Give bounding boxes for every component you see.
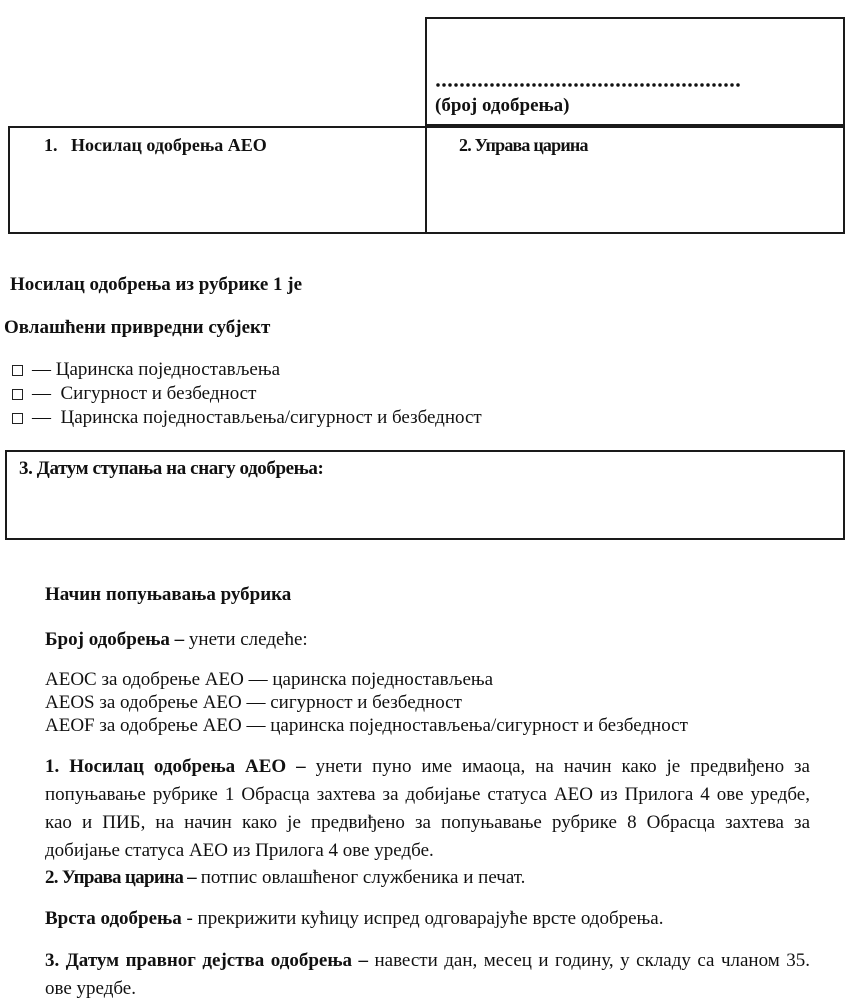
authorisation-type-lead: Врста одобрења [45, 908, 182, 929]
holder-instruction-rest: унети пуно име имаоца, на начин како је предвиђено за попуњавање рубрике 1 Обрасца захтева за добијање статуса АЕО из Прилога 4 ове уредбе, као и ПИБ, на начин како је предвиђено за попуњавање рубрике 8 Обрасца захтева за добијање статуса АЕО из Прилога 4 ове уредбе. [45, 756, 810, 861]
holder-heading: Носилац одобрења из рубрике 1 је [10, 274, 303, 295]
approval-number-label: (број одобрења) [435, 95, 570, 116]
aeo-code-item: AEOS за одобрење АЕО — сигурност и безбедност [45, 692, 462, 713]
authorisation-type-rest: - прекрижити кућицу испред одговарајуће врсте одобрења. [181, 908, 664, 929]
aeo-code-list [45, 668, 810, 737]
checkbox-row-security-safety [12, 382, 482, 406]
holder-instruction-lead: 1. Носилац одобрења АЕО – [45, 756, 306, 777]
approval-number-instruction-lead: Број одобрења – [45, 629, 185, 650]
header-table [8, 126, 845, 234]
date-of-effect-label: 3. Датум ступања на снагу одобрења: [19, 458, 324, 479]
checkbox-icon[interactable] [12, 389, 23, 400]
legal-effect-date-rest: навести дан, месец и годину, у складу са чланом 35. ове уредбе. [45, 950, 810, 999]
legal-effect-date-lead: 3. Датум правног дејства одобрења – [45, 950, 368, 971]
aeo-code-item: AEOC за одобрење АЕО — царинска поједностављења [45, 669, 494, 690]
customs-administration-instruction [45, 866, 810, 889]
cell-holder-of-authorisation: 1. Носилац одобрења АЕО [10, 128, 427, 232]
approval-number-fill-line [435, 82, 741, 88]
date-of-effect-box [5, 450, 845, 540]
holder-instruction-paragraph [45, 753, 810, 865]
authorisation-type-instruction [45, 907, 810, 930]
checkbox-label: — Сигурност и безбедност [32, 383, 257, 404]
legal-effect-date-instruction [45, 947, 810, 1001]
approval-number-instruction-rest: унети следеће: [184, 629, 308, 650]
checkbox-label: — Царинска поједностављења [32, 359, 281, 380]
approval-number-box [425, 17, 845, 126]
cell-customs-administration: 2. Управа царина [459, 135, 588, 155]
checkbox-row-combined [12, 406, 482, 430]
instructions-title: Начин попуњавања рубрика [45, 584, 292, 605]
customs-administration-lead: 2. Управа царина – [45, 867, 196, 888]
approval-number-instruction [45, 628, 810, 651]
checkbox-icon[interactable] [12, 365, 23, 376]
checkbox-label: — Царинска поједностављења/сигурност и безбедност [32, 407, 482, 428]
checkbox-row-customs-simplifications [12, 358, 482, 382]
checkbox-icon[interactable] [12, 413, 23, 424]
subject-heading: Овлашћени привредни субјект [4, 317, 271, 338]
aeo-code-item: AEOF за одобрење АЕО — царинска поједностављења/сигурност и безбедност [45, 715, 688, 736]
authorisation-type-group [12, 358, 482, 430]
customs-administration-rest: потпис овлашћеног службеника и печат. [195, 867, 526, 888]
